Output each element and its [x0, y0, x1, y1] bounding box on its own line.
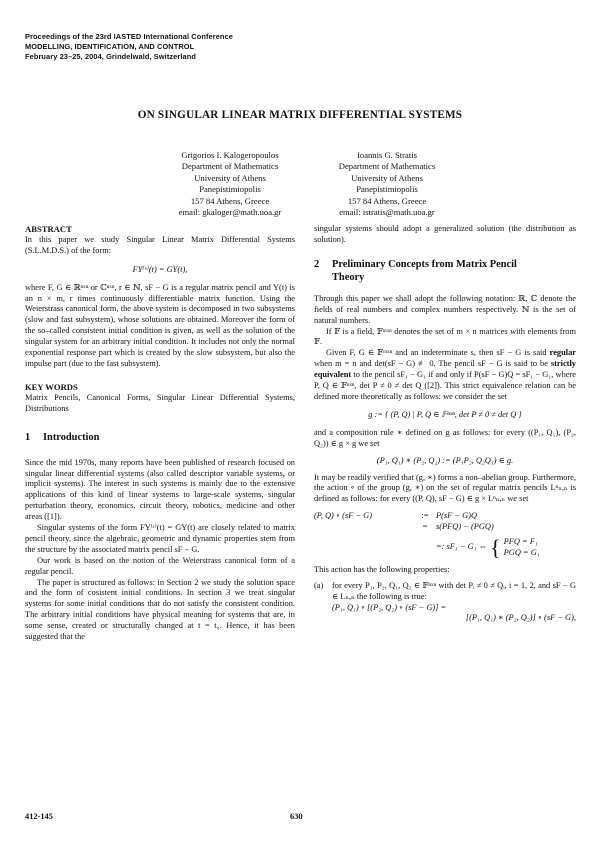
header-line-3: February 23–25, 2004, Grindelwald, Switzerland	[25, 52, 196, 61]
abstract-p1: In this paper we study Singular Linear Matrix Differential Systems (S.L.M.D.S.) of the form:	[25, 234, 295, 255]
author-univ: University of Athens	[351, 172, 423, 183]
eq-left-brace: {	[490, 534, 501, 560]
author-email: email: gkaloger@math.uoa.gr	[178, 207, 282, 218]
prelim-p2: If 𝔽 is a field, 𝔽ᵐˣⁿ denotes the set of m × n matrices with elements from 𝔽.	[314, 326, 576, 347]
property-a-text: for every P₁, P₂, Q₁, Q₂ ∈ 𝔽ⁿˣⁿ with det Pᵢ ≠ 0 ≠ Qᵢ, i = 1, 2, and sF − G ∈ Lₙ,ₙ the following is true:	[332, 580, 576, 601]
keywords-text: Matrix Pencils, Canonical Forms, Singular Linear Differential Systems, Distributions	[25, 392, 295, 413]
section-1-number: 1	[25, 431, 31, 443]
intro-p2: Singular systems of the form FY⁽ʳ⁾(t) = GY(t) are closely related to matrix pencil theory, since the algebraic, geometric and dynamic properties stem from the structure by the associated matrix pencil sF − G.	[25, 523, 295, 554]
abstract-heading: ABSTRACT	[25, 224, 72, 234]
author-dept: Department of Mathematics	[338, 161, 436, 172]
section-1-title: Introduction	[43, 431, 100, 443]
equation-group-def: g := { (P, Q) | P, Q ∈ 𝔽ⁿˣⁿ, det P ≠ 0 ≠ det Q }	[368, 409, 522, 419]
header-line-2: MODELLING, IDENTIFICATION, AND CONTROL	[25, 42, 195, 51]
eq-property-a-line1: (P₁, Q₁) ∘ [(P₂, Q₂) ∘ (sF − G)] =	[332, 602, 447, 612]
right-column	[314, 224, 576, 624]
prelim-p3	[314, 348, 576, 403]
author-dept: Department of Mathematics	[181, 161, 279, 172]
eq-property-a-line2: [(P₁, Q₁) ∗ (P₂, Q₂)] ∘ (sF − G),	[465, 613, 576, 623]
equation-property-a	[332, 603, 576, 625]
abstract-equation: FY⁽ᵛ⁾(t) = GY(t),	[132, 264, 188, 274]
prelim-p1: Through this paper we shall adopt the following notation: ℝ, ℂ denote the fields of real numbers and complex numbers respectively. ℕ is the set of natural numbers.	[314, 293, 576, 325]
term-strictly-equivalent: strictly equivalent	[314, 359, 576, 380]
eq-conditions	[504, 537, 540, 559]
intro-p4: The paper is structured as follows: in Section 2 we study the solution space and the form of cosistent initial conditions. In section 3 we treat singular systems for some initial conditions that do not satisfy the consistent condition. The arbitrary initial conditions have physical meaning for systems that are, in some sense, created or structurally changed at t = t₀. Hence, it has been suggested that the	[25, 577, 295, 642]
left-column	[25, 224, 295, 643]
term-regular: regular	[549, 348, 576, 358]
section-2-title-1: Preliminary Concepts from Matrix Pencil	[332, 258, 517, 270]
eq-condition-2: PGQ = G₁	[503, 547, 540, 557]
prelim-p4: and a composition rule ∗ defined on g as follows: for every ((P₁, Q₁), (P₂, Q₂)) ∈ g × g we set	[314, 427, 576, 448]
section-1-heading	[25, 431, 295, 444]
author-place: Panepistimiopolis	[356, 184, 418, 195]
equation-composition: (P₁, Q₁) ∗ (P₂, Q₂) := (P₁P₂, Q₂Q₁) ∈ g.	[376, 455, 514, 465]
author-city: 157 84 Athens, Greece	[190, 195, 270, 206]
author-place: Panepistimiopolis	[199, 184, 261, 195]
prelim-p3-text-e: to the pencil sF₁ − G₁ if and only if P(sF − G)Q = sF₁ − G₁, where P, Q ∈ 𝔽ⁿˣⁿ, det P ≠ 0 ≠ det Q ([2]). This strict equivalence relation can be defined more theoretically as follows: we consider the set	[314, 370, 576, 401]
intro-p3: Our work is based on the notion of the Weierstrass canonical form of a regular pencil.	[25, 555, 295, 576]
eq-action-rhs3: =: sF₁ − G₁ ⇔	[436, 542, 488, 552]
prelim-p3-text-a: Given F, G ∈ 𝔽ᵐˣⁿ and an indeterminate s, then sF − G is said	[326, 348, 550, 358]
author-block-2	[292, 150, 482, 218]
prelim-p6: This action has the following properties:	[314, 564, 450, 574]
eq-action-rhs2: s(PFQ) − (PGQ)	[436, 522, 494, 532]
abstract-p2: where F, G ∈ ℝⁿˣⁿ or ℂⁿˣⁿ, r ∈ ℕ, sF − G is a regular matrix pencil and Y(t) is an n × m, r times continuously differentiable matrix function. Using the Weierstrass canonical form, the above system is decomposed in two subsystems (slow and fast subsystem), whose solutions are obtained. Moreover the form of the so–called consistent initial condition is given, as well as the solution of the singular system for an arbitrary initial condition. It includes not only the normal exponential response part which is created by the slow subsystem, but also the impulse part (due to the fast subsystem).	[25, 282, 295, 368]
paper-title: ON SINGULAR LINEAR MATRIX DIFFERENTIAL SYSTEMS	[137, 109, 463, 121]
author-email: email: istratis@math.uoa.gr	[339, 207, 435, 218]
eq-action-op2: =	[422, 522, 428, 532]
eq-action-lhs: (P, Q) ∘ (sF − G)	[314, 511, 372, 521]
property-a	[314, 581, 576, 603]
section-2-heading	[314, 258, 576, 284]
footer-page-number: 630	[290, 812, 303, 821]
footer-paper-id: 412-145	[25, 812, 53, 821]
author-city: 157 84 Athens, Greece	[347, 195, 427, 206]
header-line-1: Proceedings of the 23rd IASTED International Conference	[25, 32, 233, 41]
prelim-p3-text-c: when m = n and det(sF − G) ≢ 0. The pencil sF − G is said to be	[314, 359, 551, 369]
keywords-heading: KEY WORDS	[25, 381, 78, 392]
right-top-text: singular systems should adopt a generalized solution (the distribution as solution).	[314, 224, 576, 244]
eq-action-op: :=	[421, 511, 429, 521]
intro-p1: Since the mid 1970s, many reports have been published of research focused on singular linear differential systems (also called descriptor variable systems, or implicit systems). The interest in such systems is mainly due to the extensive applications of this kind of linear systems to large-scale systems, singular perturbation theory, economics, circuit theory, robotics, medicine and other areas ([1]).	[25, 457, 295, 522]
eq-condition-1: PFQ = F₁	[503, 537, 538, 547]
author-name: Grigorios I. Kalogeropoulos	[181, 150, 279, 160]
eq-action-rhs1: P(sF − G)Q	[436, 511, 478, 521]
property-a-label: (a)	[314, 580, 324, 590]
section-2-number: 2	[314, 258, 320, 270]
author-name: Ioannis G. Stratis	[357, 150, 417, 160]
conference-header	[25, 32, 325, 62]
equation-action	[314, 511, 576, 559]
section-2-title-2: Theory	[332, 271, 365, 283]
author-univ: University of Athens	[194, 172, 266, 183]
prelim-p5: It may be readily verified that (g, ∗) forms a non–abelian group. Furthermore, the action ∘ of the group (g, ∗) on the set of regular matrix pencils Lⁿₙ,ₙ is defined as follows: for every ((P, Q), sF − G) ∈ g × Lⁿₙ,ₙ we set	[314, 472, 576, 504]
